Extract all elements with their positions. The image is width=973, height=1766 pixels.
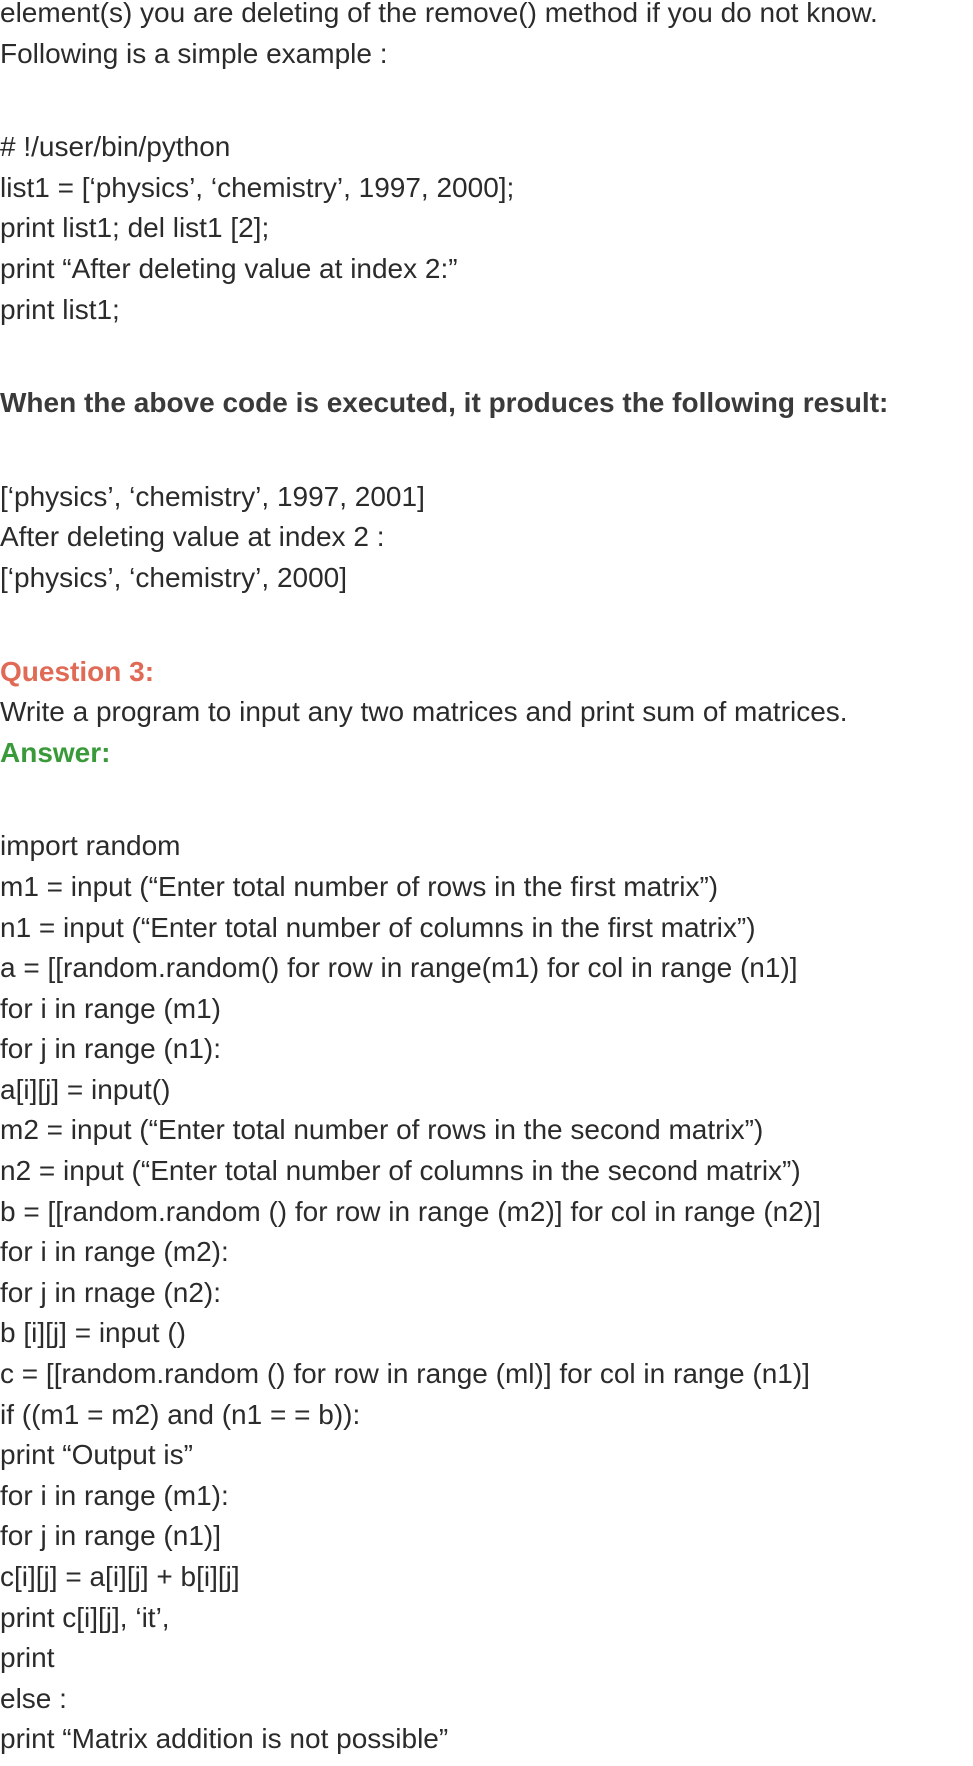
text-line: element(s) you are deleting of the remove() method if you do not know. [0, 0, 878, 28]
example-code-block [0, 127, 973, 330]
code-line: import random [0, 830, 181, 862]
code-line: for j in range (n1): [0, 1033, 221, 1065]
code-line: m1 = input (“Enter total number of rows in the first matrix”) [0, 870, 719, 902]
code-line: m2 = input (“Enter total number of rows in the second matrix”) [0, 1114, 764, 1146]
code-line: b [i][j] = input () [0, 1317, 186, 1349]
code-line: print [0, 1642, 55, 1674]
code-line: print “Output is” [0, 1439, 193, 1471]
code-line: n2 = input (“Enter total number of columns in the second matrix”) [0, 1155, 801, 1187]
code-line: for i in range (m1): [0, 1479, 229, 1511]
code-line: # !/user/bin/python [0, 131, 231, 163]
result-output-block [0, 477, 973, 599]
result-heading: When the above code is executed, it produces the following result: [0, 387, 889, 419]
code-line: print list1; del list1 [2]; [0, 212, 270, 244]
code-line: print c[i][j], ‘it’, [0, 1601, 170, 1633]
code-line: for j in range (n1)] [0, 1520, 221, 1552]
code-line: c[i][j] = a[i][j] + b[i][j] [0, 1561, 240, 1592]
code-line: n1 = input (“Enter total number of columns in the first matrix”) [0, 911, 756, 943]
code-line: print “After deleting value at index 2:” [0, 252, 458, 284]
code-line: for j in rnage (n2): [0, 1276, 221, 1308]
answer-code-block [0, 826, 973, 1760]
code-line: else : [0, 1682, 67, 1714]
spacer [0, 330, 973, 383]
code-line: print list1; [0, 293, 120, 325]
text-line: Following is a simple example : [0, 37, 388, 69]
spacer [0, 424, 973, 477]
code-line: a[i][j] = input() [0, 1073, 171, 1105]
code-line: if ((m1 = m2) and (n1 = = b)): [0, 1398, 361, 1430]
code-line: list1 = [‘physics’, ‘chemistry’, 1997, 2000]; [0, 171, 515, 203]
output-line: After deleting value at index 2 : [0, 521, 385, 553]
code-line: b = [[random.random () for row in range (m2)] for col in range (n2)] [0, 1195, 821, 1227]
intro-paragraph [0, 0, 973, 74]
code-line: a = [[random.random() for row in range(m1) for col in range (n1)] [0, 952, 798, 984]
spacer [0, 773, 973, 826]
spacer [0, 74, 973, 127]
code-line: c = [[random.random () for row in range (ml)] for col in range (n1)] [0, 1358, 810, 1390]
output-line: [‘physics’, ‘chemistry’, 1997, 2001] [0, 480, 425, 512]
answer-label: Answer: [0, 736, 111, 768]
question-label: Question 3: [0, 655, 155, 687]
code-line: for i in range (m2): [0, 1236, 229, 1268]
spacer [0, 599, 973, 652]
code-line: for i in range (m1) [0, 992, 221, 1024]
code-line: print “Matrix addition is not possible” [0, 1723, 449, 1755]
question-text: Write a program to input any two matrices and print sum of matrices. [0, 696, 848, 728]
output-line: [‘physics’, ‘chemistry’, 2000] [0, 561, 348, 593]
